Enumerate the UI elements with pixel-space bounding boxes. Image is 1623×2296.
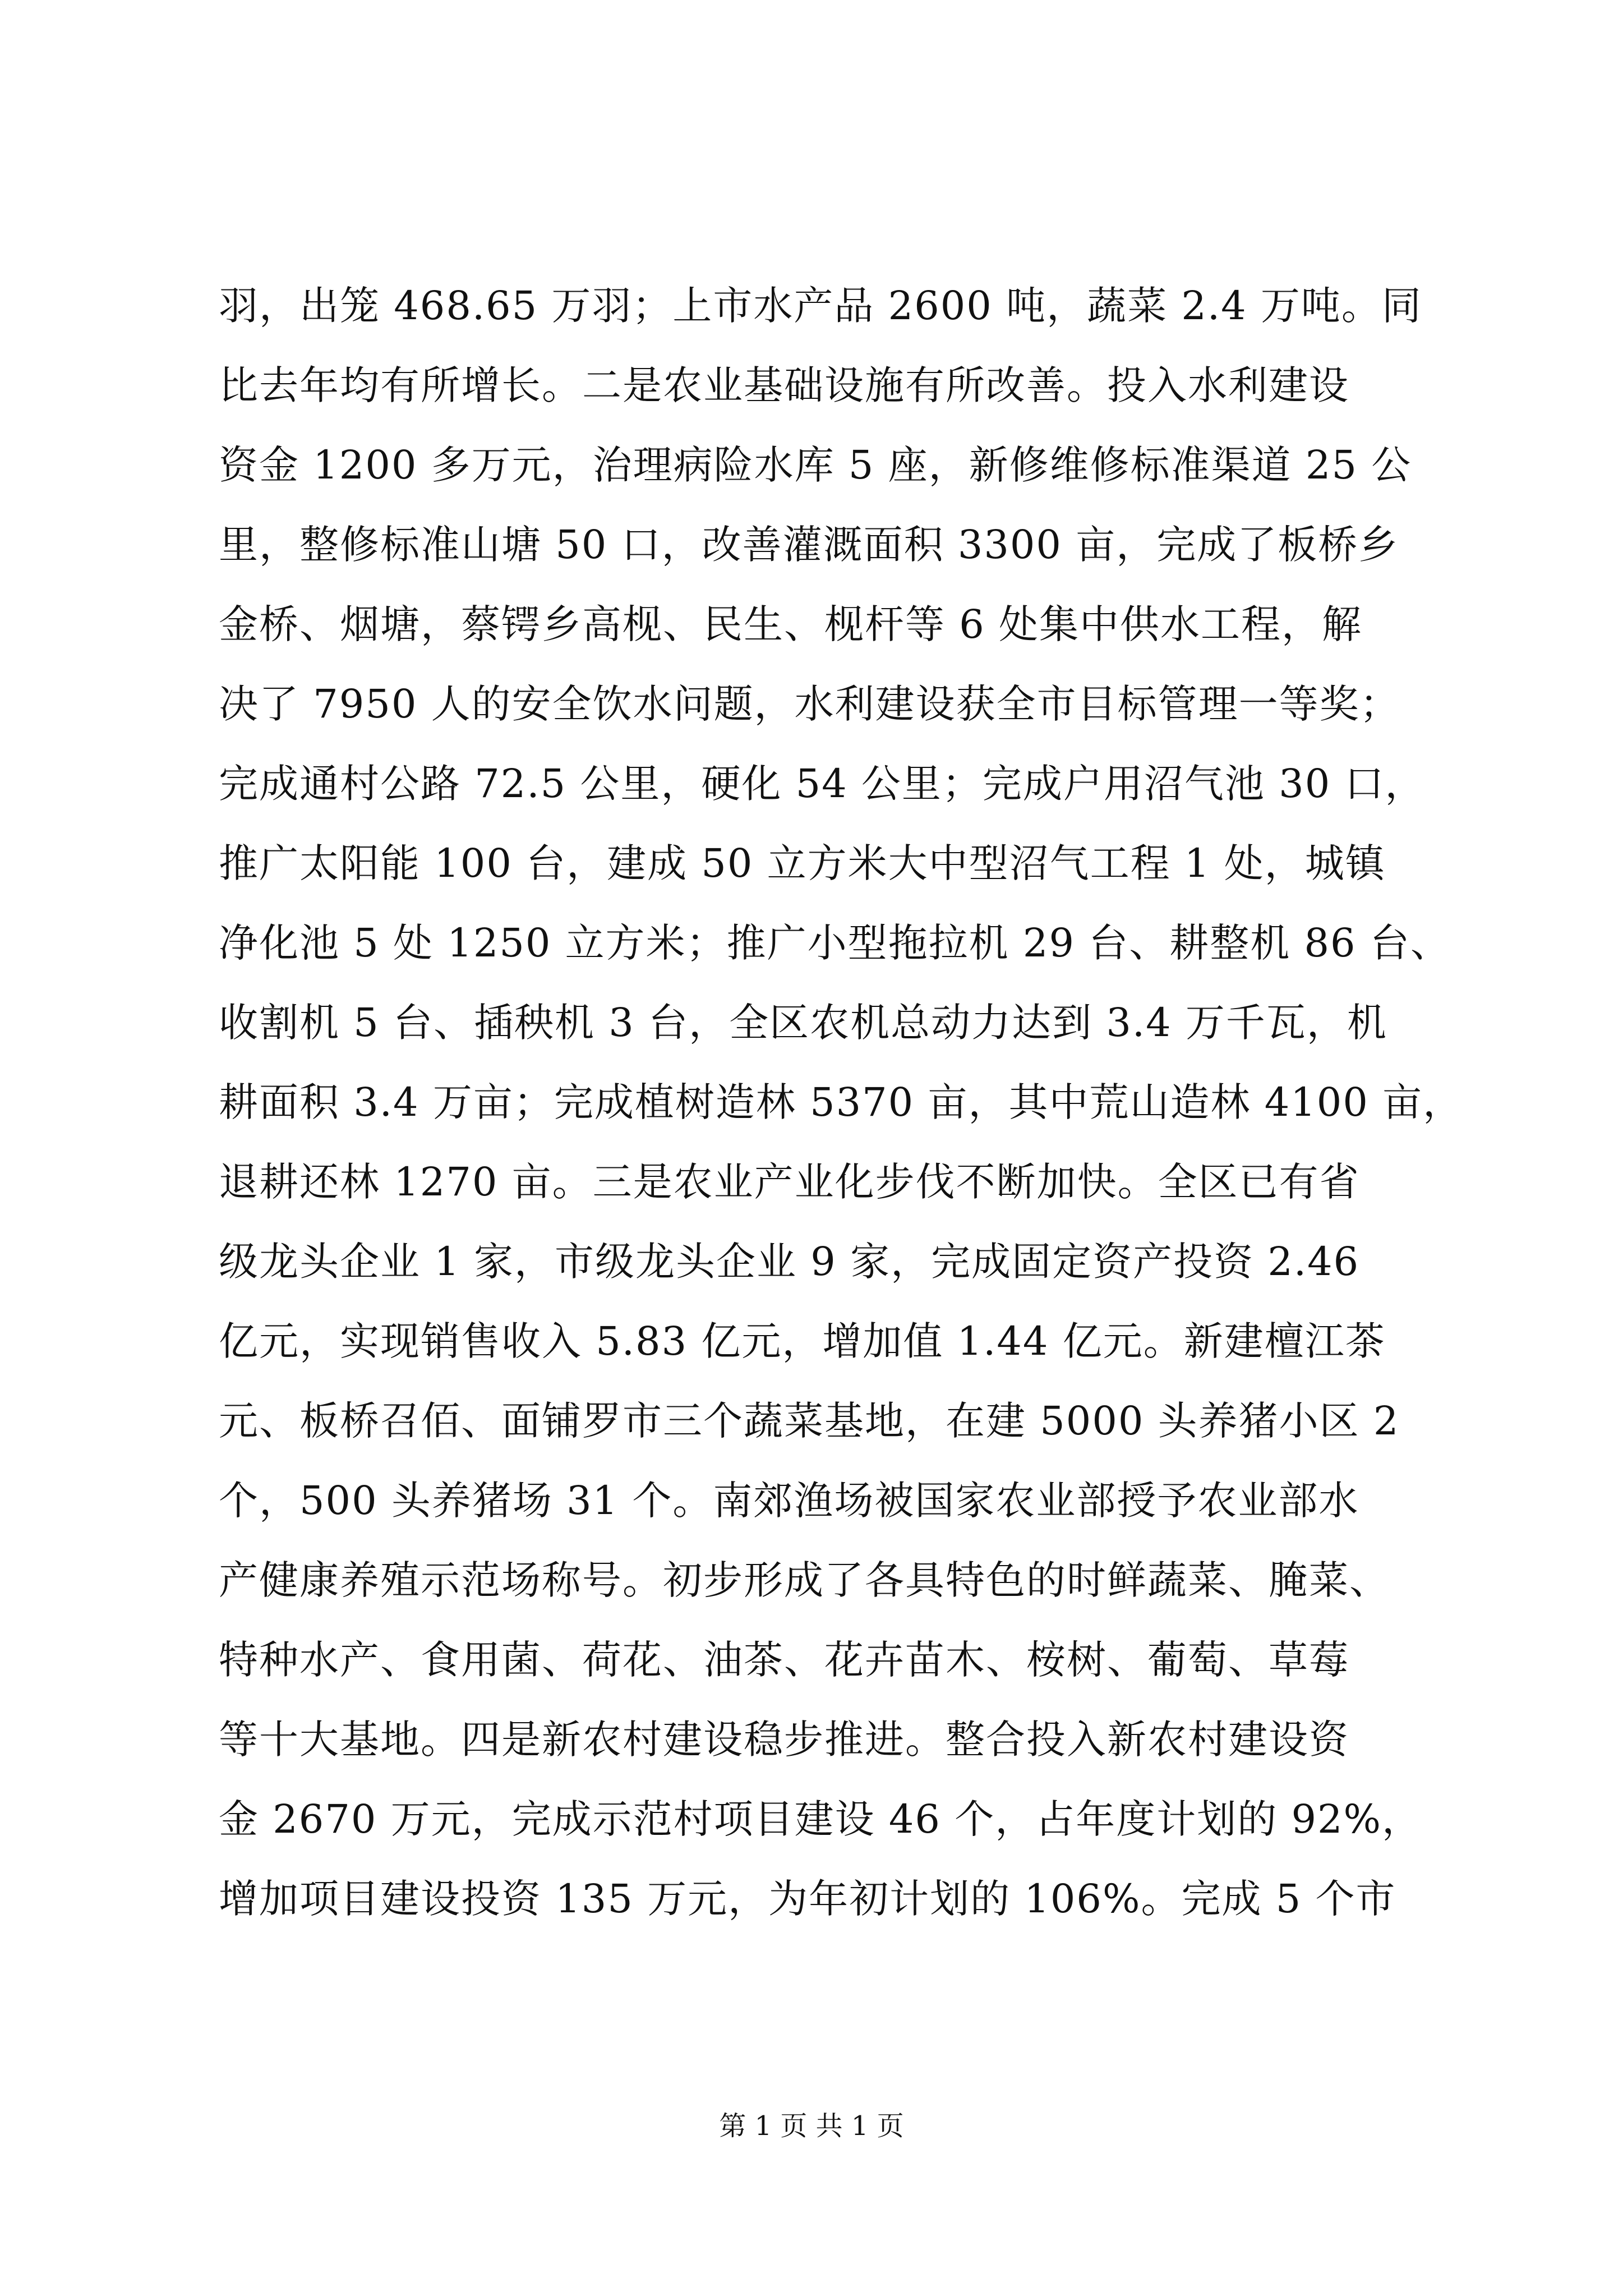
text-line: 推广太阳能 100 台，建成 50 立方米大中型沼气工程 1 处，城镇 (219, 840, 1386, 886)
text-line: 里，整修标准山塘 50 口，改善灌溉面积 3300 亩，完成了板桥乡 (219, 522, 1399, 568)
text-line: 羽，出笼 468.65 万羽；上市水产品 2600 吨，蔬菜 2.4 万吨。同 (219, 283, 1422, 329)
text-line: 等十大基地。四是新农村建设稳步推进。整合投入新农村建设资 (219, 1717, 1349, 1763)
text-line: 亿元，实现销售收入 5.83 亿元，增加值 1.44 亿元。新建檀江茶 (219, 1318, 1386, 1364)
text-line: 收割机 5 台、插秧机 3 台，全区农机总动力达到 3.4 万千瓦，机 (219, 1000, 1387, 1046)
text-line: 特种水产、食用菌、荷花、油茶、花卉苗木、桉树、葡萄、草莓 (219, 1637, 1349, 1683)
text-line: 元、板桥召佰、面铺罗市三个蔬菜基地，在建 5000 头养猪小区 2 (219, 1398, 1400, 1444)
text-line: 级龙头企业 1 家，市级龙头企业 9 家，完成固定资产投资 2.46 (219, 1239, 1360, 1285)
text-line: 金 2670 万元，完成示范村项目建设 46 个，占年度计划的 92%， (219, 1796, 1423, 1842)
text-line: 增加项目建设投资 135 万元，为年初计划的 106%。完成 5 个市 (219, 1876, 1396, 1922)
text-line: 产健康养殖示范场称号。初步形成了各具特色的时鲜蔬菜、腌菜、 (219, 1557, 1390, 1603)
text-line: 完成通村公路 72.5 公里，硬化 54 公里；完成户用沼气池 30 口， (219, 761, 1426, 807)
text-line: 净化池 5 处 1250 立方米；推广小型拖拉机 29 台、耕整机 86 台、 (219, 920, 1451, 966)
text-line: 资金 1200 多万元，治理病险水库 5 座，新修维修标准渠道 25 公 (219, 442, 1412, 488)
text-line: 个，500 头养猪场 31 个。南郊渔场被国家农业部授予农业部水 (219, 1478, 1359, 1524)
text-line: 决了 7950 人的安全饮水问题，水利建设获全市目标管理一等奖； (219, 681, 1400, 727)
text-line: 比去年均有所增长。二是农业基础设施有所改善。投入水利建设 (219, 362, 1349, 408)
text-line: 耕面积 3.4 万亩；完成植树造林 5370 亩，其中荒山造林 4100 亩， (219, 1079, 1464, 1125)
text-line: 金桥、烟塘，蔡锷乡高枧、民生、枧杆等 6 处集中供水工程，解 (219, 601, 1363, 647)
body-paragraph (219, 266, 1464, 1939)
text-line: 退耕还林 1270 亩。三是农业产业化步伐不断加快。全区已有省 (219, 1159, 1360, 1205)
page-footer: 第 1 页 共 1 页 (719, 2110, 904, 2142)
